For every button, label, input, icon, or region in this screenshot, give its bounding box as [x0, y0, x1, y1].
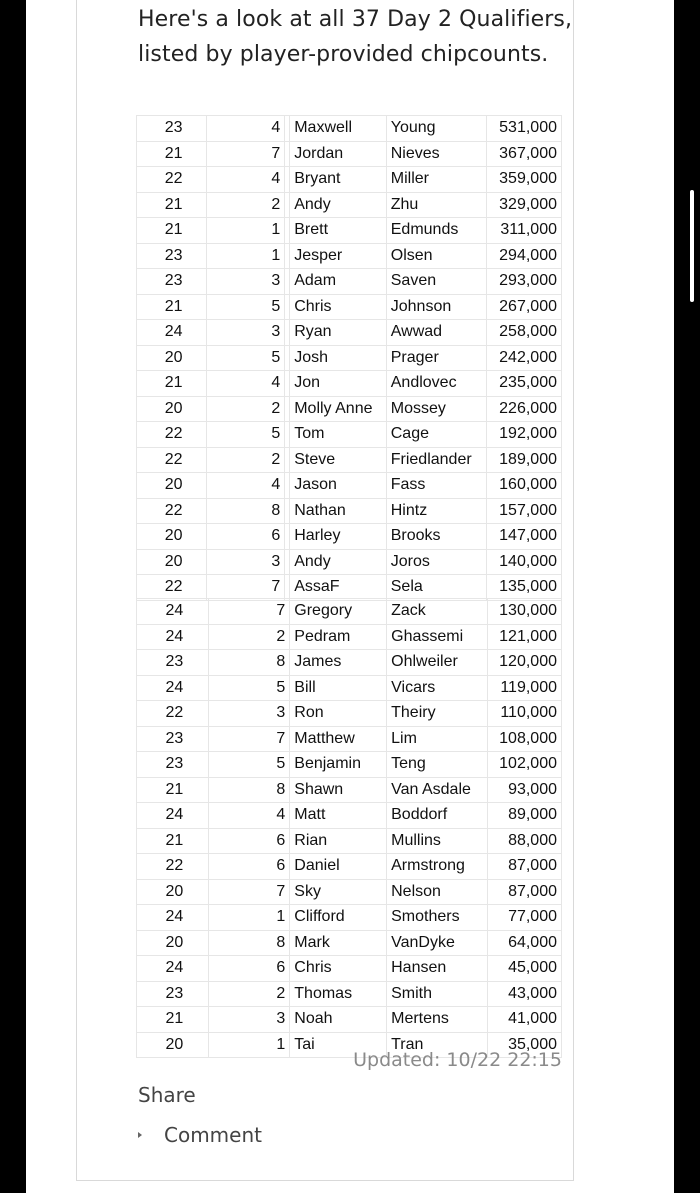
- flight-cell: 22: [137, 854, 209, 880]
- flight-cell: 24: [137, 320, 207, 346]
- last-name-cell: Boddorf: [387, 803, 488, 829]
- first-name-cell: Molly Anne: [290, 396, 387, 422]
- last-name-cell: Tran: [387, 1032, 488, 1058]
- flight-cell: 23: [137, 243, 207, 269]
- first-name-cell: Shawn: [290, 777, 387, 803]
- last-name-cell: Zhu: [386, 192, 486, 218]
- last-name-cell: Awwad: [386, 320, 486, 346]
- table-row: [137, 701, 562, 727]
- table-cell: 4: [207, 473, 285, 499]
- first-name-cell: AssaF: [290, 575, 387, 601]
- chips-cell: 130,000: [488, 599, 562, 625]
- chips-cell: 89,000: [488, 803, 562, 829]
- table-row: [137, 218, 562, 244]
- last-name-cell: Mossey: [386, 396, 486, 422]
- chips-cell: 329,000: [487, 192, 562, 218]
- table-row: [137, 141, 562, 167]
- flight-cell: 24: [137, 905, 209, 931]
- table-row: [137, 243, 562, 269]
- chips-cell: 367,000: [487, 141, 562, 167]
- table-row: [137, 905, 562, 931]
- table-cell: 3: [207, 320, 285, 346]
- table-cell: 4: [207, 167, 285, 193]
- intro-paragraph: Here's a look at all 37 Day 2 Qualifiers, listed by player-provided chipcounts.: [138, 7, 573, 67]
- table-row: [137, 192, 562, 218]
- last-name-cell: Mullins: [387, 828, 488, 854]
- chips-cell: 293,000: [487, 269, 562, 295]
- table-cell: 2: [207, 447, 285, 473]
- first-name-cell: Brett: [290, 218, 387, 244]
- first-name-cell: Tai: [290, 1032, 387, 1058]
- first-name-cell: Bill: [290, 675, 387, 701]
- table-row: [137, 396, 562, 422]
- first-name-cell: Bryant: [290, 167, 387, 193]
- flight-cell: 21: [137, 828, 209, 854]
- table-row: [137, 1007, 562, 1033]
- scrollbar-thumb[interactable]: [690, 190, 694, 302]
- last-name-cell: Smith: [387, 981, 488, 1007]
- chips-cell: 258,000: [487, 320, 562, 346]
- table-row: [137, 650, 562, 676]
- first-name-cell: Chris: [290, 294, 387, 320]
- flight-cell: 20: [137, 879, 209, 905]
- chips-cell: 294,000: [487, 243, 562, 269]
- table-row: [137, 167, 562, 193]
- table-cell: 6: [207, 524, 285, 550]
- flight-cell: 21: [137, 371, 207, 397]
- last-name-cell: Nelson: [387, 879, 488, 905]
- table-row: [137, 803, 562, 829]
- table-cell: 2: [207, 396, 285, 422]
- first-name-cell: Daniel: [290, 854, 387, 880]
- last-name-cell: Hansen: [387, 956, 488, 982]
- table-cell: 8: [208, 930, 290, 956]
- last-name-cell: Brooks: [386, 524, 486, 550]
- table-row: [137, 422, 562, 448]
- flight-cell: 23: [137, 752, 209, 778]
- last-name-cell: Andlovec: [386, 371, 486, 397]
- chips-cell: 189,000: [487, 447, 562, 473]
- table-cell: 8: [207, 498, 285, 524]
- chips-cell: 93,000: [488, 777, 562, 803]
- first-name-cell: Gregory: [290, 599, 387, 625]
- chips-cell: 110,000: [488, 701, 562, 727]
- last-name-cell: Hintz: [386, 498, 486, 524]
- table-cell: 7: [208, 726, 290, 752]
- chips-cell: 35,000: [488, 1032, 562, 1058]
- last-name-cell: Van Asdale: [387, 777, 488, 803]
- chips-cell: 87,000: [488, 854, 562, 880]
- table-row: [137, 345, 562, 371]
- flight-cell: 23: [137, 650, 209, 676]
- chipcount-table-bottom: [136, 598, 562, 1058]
- table-row: [137, 624, 562, 650]
- table-row: [137, 828, 562, 854]
- table-cell: 7: [208, 879, 290, 905]
- chips-cell: 77,000: [488, 905, 562, 931]
- flight-cell: 22: [137, 167, 207, 193]
- table-row: [137, 447, 562, 473]
- chips-cell: 64,000: [488, 930, 562, 956]
- last-name-cell: Miller: [386, 167, 486, 193]
- first-name-cell: Jordan: [290, 141, 387, 167]
- table-cell: 5: [207, 294, 285, 320]
- flight-cell: 20: [137, 396, 207, 422]
- last-name-cell: Friedlander: [386, 447, 486, 473]
- table-cell: 2: [208, 624, 290, 650]
- flight-cell: 22: [137, 422, 207, 448]
- first-name-cell: Maxwell: [290, 116, 387, 142]
- first-name-cell: James: [290, 650, 387, 676]
- chipcount-table-top: [136, 115, 562, 601]
- first-name-cell: Harley: [290, 524, 387, 550]
- chips-cell: 147,000: [487, 524, 562, 550]
- table-row: [137, 599, 562, 625]
- last-name-cell: Young: [386, 116, 486, 142]
- table-cell: 7: [207, 575, 285, 601]
- last-name-cell: Sela: [386, 575, 486, 601]
- table-cell: 5: [207, 422, 285, 448]
- chips-cell: 119,000: [488, 675, 562, 701]
- flight-cell: 23: [137, 981, 209, 1007]
- first-name-cell: Pedram: [290, 624, 387, 650]
- table-cell: 6: [208, 956, 290, 982]
- first-name-cell: Steve: [290, 447, 387, 473]
- first-name-cell: Tom: [290, 422, 387, 448]
- updated-timestamp: Updated: 10/22 22:15: [353, 1049, 562, 1071]
- table-row: [137, 549, 562, 575]
- table-cell: 3: [207, 549, 285, 575]
- first-name-cell: Benjamin: [290, 752, 387, 778]
- flight-cell: 23: [137, 726, 209, 752]
- first-name-cell: Jon: [290, 371, 387, 397]
- comment-label: Comment: [164, 1123, 262, 1147]
- first-name-cell: Mark: [290, 930, 387, 956]
- last-name-cell: Olsen: [386, 243, 486, 269]
- flight-cell: 20: [137, 930, 209, 956]
- first-name-cell: Josh: [290, 345, 387, 371]
- chips-cell: 121,000: [488, 624, 562, 650]
- chips-cell: 160,000: [487, 473, 562, 499]
- chips-cell: 267,000: [487, 294, 562, 320]
- table-cell: 4: [208, 803, 290, 829]
- table-row: [137, 524, 562, 550]
- first-name-cell: Rian: [290, 828, 387, 854]
- flight-cell: 24: [137, 803, 209, 829]
- last-name-cell: Nieves: [386, 141, 486, 167]
- chips-cell: 192,000: [487, 422, 562, 448]
- last-name-cell: Theiry: [387, 701, 488, 727]
- table-row: [137, 269, 562, 295]
- table-cell: 1: [207, 243, 285, 269]
- flight-cell: 21: [137, 777, 209, 803]
- last-name-cell: Cage: [386, 422, 486, 448]
- first-name-cell: Chris: [290, 956, 387, 982]
- first-name-cell: Jesper: [290, 243, 387, 269]
- last-name-cell: Vicars: [387, 675, 488, 701]
- table-cell: 5: [208, 752, 290, 778]
- first-name-cell: Sky: [290, 879, 387, 905]
- chips-cell: 120,000: [488, 650, 562, 676]
- last-name-cell: Ghassemi: [387, 624, 488, 650]
- table-cell: 4: [207, 116, 285, 142]
- chips-cell: 226,000: [487, 396, 562, 422]
- chips-cell: 45,000: [488, 956, 562, 982]
- last-name-cell: Edmunds: [386, 218, 486, 244]
- last-name-cell: Johnson: [386, 294, 486, 320]
- table-cell: 2: [208, 981, 290, 1007]
- chips-cell: 359,000: [487, 167, 562, 193]
- first-name-cell: Clifford: [290, 905, 387, 931]
- flight-cell: 22: [137, 498, 207, 524]
- flight-cell: 22: [137, 701, 209, 727]
- flight-cell: 24: [137, 599, 209, 625]
- last-name-cell: Teng: [387, 752, 488, 778]
- last-name-cell: Prager: [386, 345, 486, 371]
- table-cell: 3: [208, 1007, 290, 1033]
- first-name-cell: Andy: [290, 549, 387, 575]
- first-name-cell: Matt: [290, 803, 387, 829]
- table-cell: 8: [208, 650, 290, 676]
- chips-cell: 531,000: [487, 116, 562, 142]
- chips-cell: 41,000: [488, 1007, 562, 1033]
- table-cell: 5: [208, 675, 290, 701]
- table-cell: 3: [208, 701, 290, 727]
- caret-right-icon: [138, 1132, 142, 1138]
- table-row: [137, 473, 562, 499]
- table-row: [137, 981, 562, 1007]
- flight-cell: 21: [137, 218, 207, 244]
- table-cell: 1: [208, 905, 290, 931]
- first-name-cell: Matthew: [290, 726, 387, 752]
- flight-cell: 20: [137, 549, 207, 575]
- table-cell: 7: [207, 141, 285, 167]
- chips-cell: 235,000: [487, 371, 562, 397]
- last-name-cell: Lim: [387, 726, 488, 752]
- chips-cell: 311,000: [487, 218, 562, 244]
- first-name-cell: Nathan: [290, 498, 387, 524]
- table-row: [137, 371, 562, 397]
- flight-cell: 22: [137, 575, 207, 601]
- last-name-cell: Fass: [386, 473, 486, 499]
- last-name-cell: Saven: [386, 269, 486, 295]
- last-name-cell: Mertens: [387, 1007, 488, 1033]
- table-row: [137, 777, 562, 803]
- flight-cell: 21: [137, 141, 207, 167]
- first-name-cell: Andy: [290, 192, 387, 218]
- flight-cell: 24: [137, 675, 209, 701]
- last-name-cell: Joros: [386, 549, 486, 575]
- table-cell: 4: [207, 371, 285, 397]
- chips-cell: 140,000: [487, 549, 562, 575]
- last-name-cell: Zack: [387, 599, 488, 625]
- share-link[interactable]: Share: [138, 1083, 196, 1107]
- chips-cell: 87,000: [488, 879, 562, 905]
- flight-cell: 20: [137, 524, 207, 550]
- chips-cell: 43,000: [488, 981, 562, 1007]
- first-name-cell: Adam: [290, 269, 387, 295]
- table-cell: 8: [208, 777, 290, 803]
- first-name-cell: Thomas: [290, 981, 387, 1007]
- chips-cell: 157,000: [487, 498, 562, 524]
- table-cell: 7: [208, 599, 290, 625]
- table-row: [137, 726, 562, 752]
- chips-cell: 108,000: [488, 726, 562, 752]
- table-row: [137, 879, 562, 905]
- table-cell: 1: [208, 1032, 290, 1058]
- comment-toggle[interactable]: [136, 1123, 262, 1147]
- table-row: [137, 575, 562, 601]
- table-row: [137, 956, 562, 982]
- table-row: [137, 675, 562, 701]
- chips-cell: 242,000: [487, 345, 562, 371]
- table-row: [137, 498, 562, 524]
- table-cell: 2: [207, 192, 285, 218]
- flight-cell: 24: [137, 956, 209, 982]
- flight-cell: 22: [137, 447, 207, 473]
- chips-cell: 102,000: [488, 752, 562, 778]
- flight-cell: 21: [137, 192, 207, 218]
- flight-cell: 23: [137, 269, 207, 295]
- last-name-cell: Smothers: [387, 905, 488, 931]
- flight-cell: 20: [137, 345, 207, 371]
- first-name-cell: Ryan: [290, 320, 387, 346]
- table-row: [137, 294, 562, 320]
- chips-cell: 135,000: [487, 575, 562, 601]
- flight-cell: 21: [137, 294, 207, 320]
- first-name-cell: Ron: [290, 701, 387, 727]
- flight-cell: 23: [137, 116, 207, 142]
- last-name-cell: Ohlweiler: [387, 650, 488, 676]
- flight-cell: 24: [137, 624, 209, 650]
- table-cell: 3: [207, 269, 285, 295]
- last-name-cell: Armstrong: [387, 854, 488, 880]
- table-cell: 6: [208, 854, 290, 880]
- first-name-cell: Jason: [290, 473, 387, 499]
- flight-cell: 20: [137, 473, 207, 499]
- table-row: [137, 116, 562, 142]
- flight-cell: 21: [137, 1007, 209, 1033]
- first-name-cell: Noah: [290, 1007, 387, 1033]
- table-row: [137, 854, 562, 880]
- flight-cell: 20: [137, 1032, 209, 1058]
- table-row: [137, 320, 562, 346]
- chips-cell: 88,000: [488, 828, 562, 854]
- table-row: [137, 930, 562, 956]
- table-cell: 1: [207, 218, 285, 244]
- table-cell: 5: [207, 345, 285, 371]
- last-name-cell: VanDyke: [387, 930, 488, 956]
- table-cell: 6: [208, 828, 290, 854]
- table-row: [137, 752, 562, 778]
